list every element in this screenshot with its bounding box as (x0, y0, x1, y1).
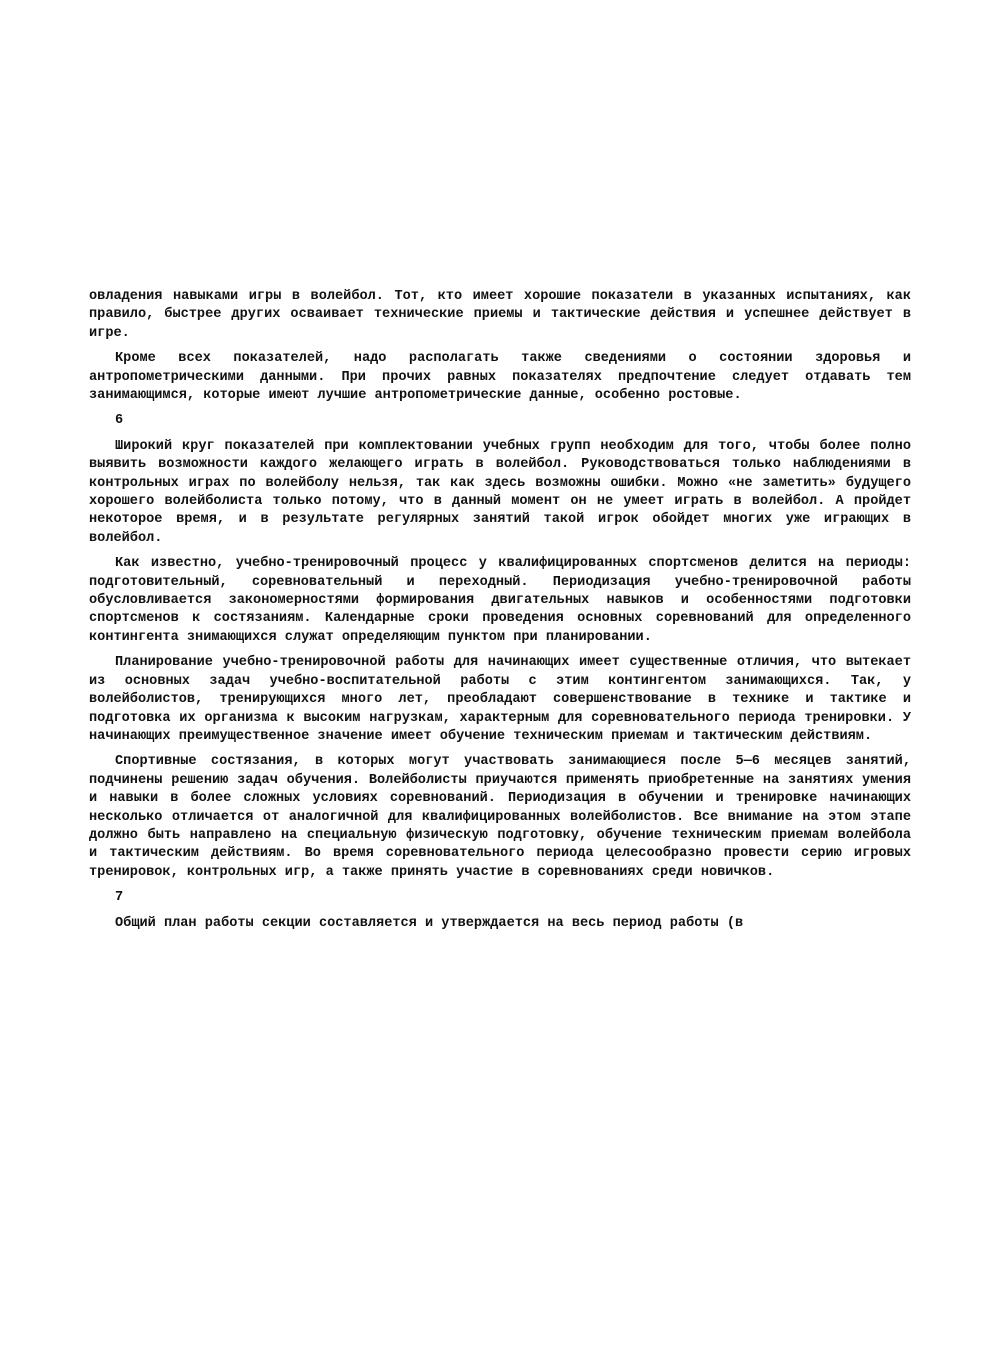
paragraph-competitions: Спортивные состязания, в которых могут участвовать занимающиеся после 5—6 месяцев занятий, подчинены решению задач обучения. Волейболисты приучаются применять приобретенные на занятиях умения и навыки в более сложных условиях соревнований. Периодизация в обучении и тренировке начинающих несколько отличается от аналогичной для квалифицированных волейболистов. Все внимание на этом этапе должно быть направлено на специальную физическую подготовку, обучение техническим приемам волейбола и тактическим действиям. Во время соревновательного периода целесообразно провести серию игровых тренировок, контрольных игр, а также принять участие в соревнованиях среди новичков. (89, 754, 911, 880)
paragraph-continuation: овладения навыками игры в волейбол. Тот, кто имеет хорошие показатели в указанных испытаниях, как правило, быстрее других осваивает технические приемы и тактические действия и успешнее действует в игре. (89, 289, 911, 341)
paragraph-training-periods: Как известно, учебно-тренировочный процесс у квалифицированных спортсменов делится на периоды: подготовительный, соревновательный и переходный. Периодизация учебно-тренировочной работы обусловливается закономерностями формирования двигательных навыков и особенностями подготовки спортсменов к состязаниям. Календарные сроки проведения основных соревнований для определенного контингента знимающихся служат определяющим пунктом при планировании. (89, 556, 911, 645)
paragraph-beginner-planning: Планирование учебно-тренировочной работы для начинающих имеет существенные отличия, что вытекает из основных задач учебно-воспитательной работы с этим контингентом занимающихся. Так, у волейболистов, тренирующихся много лет, преобладают совершенствование в технике и тактике и подготовка их организма к высоким нагрузкам, характерным для соревновательного периода тренировки. У начинающих преимущественное значение имеет обучение техническим приемам и тактическим действиям. (89, 655, 911, 744)
paragraph-group-selection: Широкий круг показателей при комплектовании учебных групп необходим для того, чтобы более полно выявить возможности каждого желающего играть в волейбол. Руководствоваться только наблюдениями в контрольных играх по волейболу нельзя, так как здесь возможны ошибки. Можно «не заметить» будущего хорошего волейболиста только потому, что в данный момент он не умеет играть в волейбол. А пройдет некоторое время, и в результате регулярных занятий такой игрок обойдет многих уже играющих в волейбол. (89, 438, 911, 546)
page-number-6: 6 (115, 413, 124, 429)
page-number-7: 7 (115, 890, 124, 906)
paragraph-health-anthropometry: Кроме всех показателей, надо располагать также сведениями о состоянии здоровья и антропометрическими данными. При прочих равных показателях предпочтение следует отдавать тем занимающимся, которые имеют лучшие антропометрические данные, особенно ростовые. (89, 351, 911, 404)
paragraph-section-plan: Общий план работы секции составляется и утверждается на весь период работы (в (115, 915, 744, 931)
document-page (89, 288, 911, 940)
